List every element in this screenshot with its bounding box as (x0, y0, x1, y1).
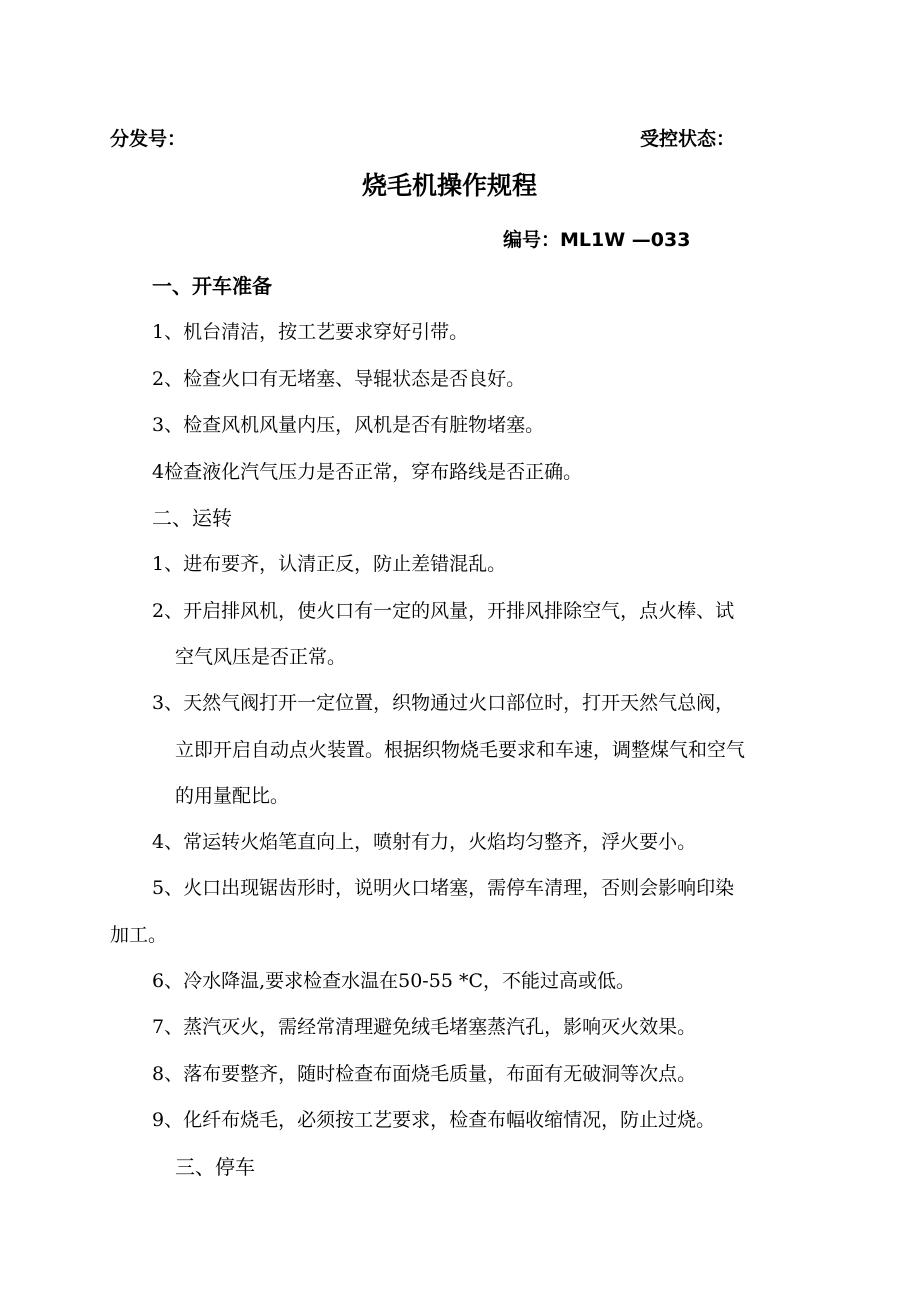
run-item-4: 4、常运转火焰笔直向上，喷射有力，火焰均匀整齐，浮火要小。 (152, 831, 697, 853)
run-item-8: 8、落布要整齐，随时检查布面烧毛质量，布面有无破洞等次点。 (152, 1063, 697, 1085)
run-item-2-line-2: 空气风压是否正常。 (175, 646, 347, 668)
prep-item-3: 3、检查风机风量内压，风机是否有脏物堵塞。 (152, 414, 545, 436)
run-item-6: 6、冷水降温,要求检查水温在50-55 *C，不能过高或低。 (152, 970, 635, 992)
section-heading-run: 二、运转 (152, 506, 232, 530)
prep-item-1: 1、机台清洁，按工艺要求穿好引带。 (152, 321, 469, 343)
run-item-3-line-3: 的用量配比。 (175, 785, 290, 807)
document-number: 编号：ML1W —033 (503, 229, 691, 251)
run-item-5-line-1: 5、火口出现锯齿形时，说明火口堵塞，需停车清理，否则会影响印染 (152, 877, 735, 899)
section-heading-stop: 三、停车 (175, 1155, 255, 1179)
section-heading-prep: 一、开车准备 (152, 274, 272, 298)
prep-item-4: 4检查液化汽气压力是否正常，穿布路线是否正确。 (152, 461, 583, 483)
document-title: 烧毛机操作规程 (362, 171, 538, 200)
run-item-7: 7、蒸汽灭火，需经常清理避免绒毛堵塞蒸汽孔，影响灭火效果。 (152, 1016, 697, 1038)
run-item-2-line-1: 2、开启排风机，使火口有一定的风量，开排风排除空气，点火棒、试 (152, 600, 735, 622)
run-item-5-line-2: 加工。 (110, 924, 168, 946)
run-item-9: 9、化纤布烧毛，必须按工艺要求，检查布幅收缩情况，防止过烧。 (152, 1109, 716, 1131)
distribution-number-label: 分发号： (110, 128, 187, 150)
run-item-3-line-1: 3、天然气阀打开一定位置，织物通过火口部位时，打开天然气总阀， (152, 692, 735, 714)
run-item-3-line-2: 立即开启自动点火装置。根据织物烧毛要求和车速，调整煤气和空气 (175, 739, 746, 761)
prep-item-2: 2、检查火口有无堵塞、导辊状态是否良好。 (152, 368, 526, 390)
control-status-label: 受控状态： (640, 128, 736, 150)
run-item-1: 1、进布要齐，认清正反，防止差错混乱。 (152, 553, 507, 575)
